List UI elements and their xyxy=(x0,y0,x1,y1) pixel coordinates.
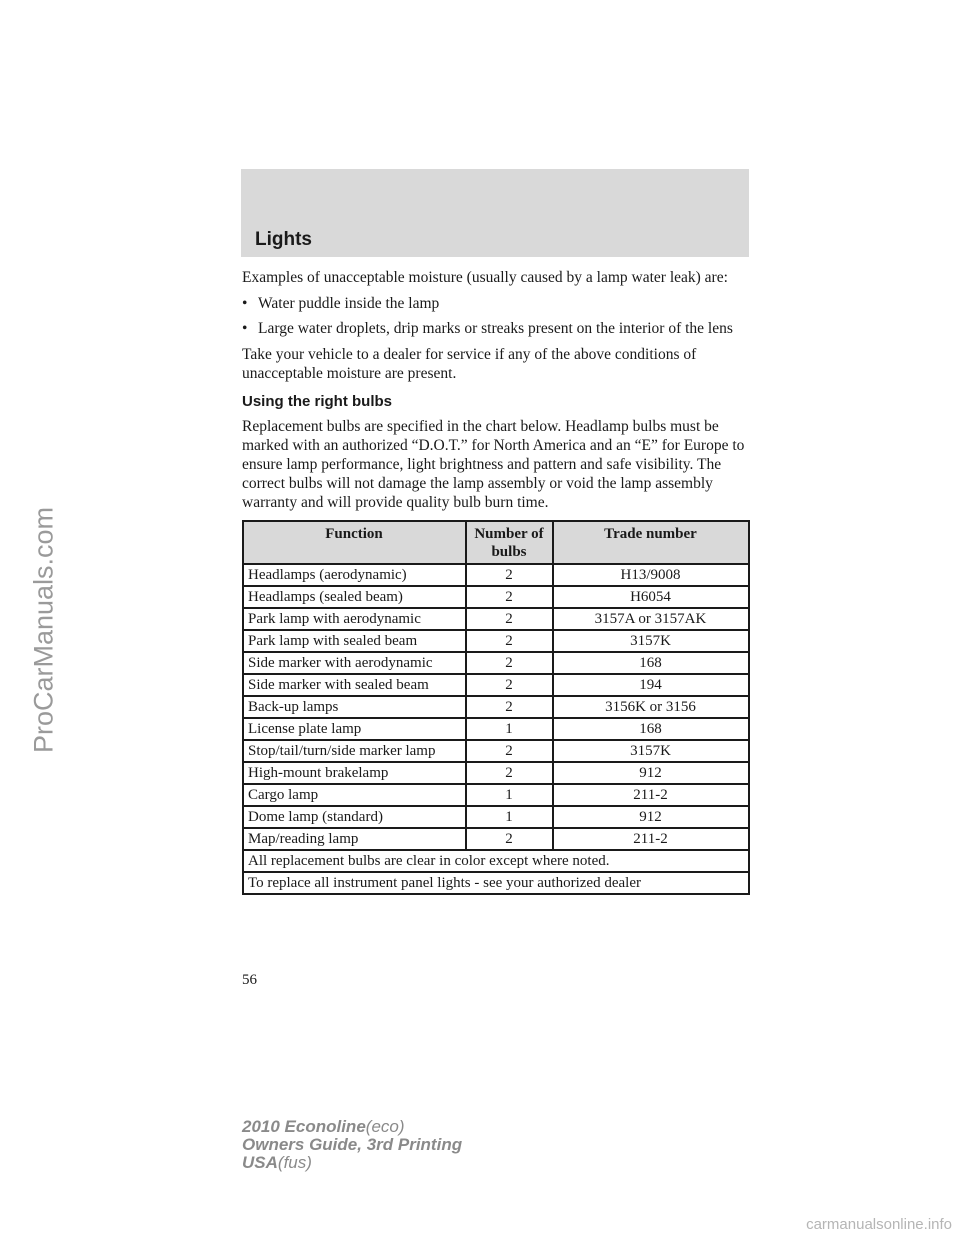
cell-function: Side marker with sealed beam xyxy=(243,674,466,696)
footer-line-2: Owners Guide, 3rd Printing xyxy=(242,1135,463,1154)
table-row xyxy=(243,828,749,850)
bullet-symbol: • xyxy=(242,320,248,337)
side-watermark xyxy=(14,420,74,840)
cell-trade-number: 211-2 xyxy=(553,784,749,806)
cell-trade-number: H13/9008 xyxy=(553,564,749,586)
bullet-text: Water puddle inside the lamp xyxy=(258,295,440,312)
section-header-band xyxy=(241,169,749,257)
cell-function: Park lamp with aerodynamic xyxy=(243,608,466,630)
table-header-row xyxy=(243,521,749,564)
cell-function: Dome lamp (standard) xyxy=(243,806,466,828)
table-row xyxy=(243,784,749,806)
bullet-item xyxy=(242,319,750,338)
cell-trade-number: 3156K or 3156 xyxy=(553,696,749,718)
table-note-row xyxy=(243,872,749,894)
subheading: Using the right bulbs xyxy=(242,393,392,410)
footer-region-code: (fus) xyxy=(277,1153,312,1172)
bullet-symbol: • xyxy=(242,295,248,312)
table-note: All replacement bulbs are clear in color except where noted. xyxy=(243,850,749,872)
cell-function: Side marker with aerodynamic xyxy=(243,652,466,674)
cell-trade-number: 912 xyxy=(553,762,749,784)
cell-count: 2 xyxy=(466,652,553,674)
cell-function: Stop/tail/turn/side marker lamp xyxy=(243,740,466,762)
table-row xyxy=(243,564,749,586)
section-title: Lights xyxy=(255,229,312,250)
footer-region: USA xyxy=(242,1153,278,1172)
table-row xyxy=(243,740,749,762)
cell-count: 2 xyxy=(466,564,553,586)
cell-trade-number: 3157K xyxy=(553,740,749,762)
cell-trade-number: H6054 xyxy=(553,586,749,608)
footer-line-1 xyxy=(242,1118,462,1136)
cell-count: 2 xyxy=(466,740,553,762)
cell-function: License plate lamp xyxy=(243,718,466,740)
cell-function: Headlamps (aerodynamic) xyxy=(243,564,466,586)
table-row xyxy=(243,674,749,696)
table-row xyxy=(243,762,749,784)
cell-function: Cargo lamp xyxy=(243,784,466,806)
header-trade-number: Trade number xyxy=(553,521,749,564)
cell-count: 2 xyxy=(466,586,553,608)
bulb-table xyxy=(242,520,750,895)
header-number-of-bulbs: Number of bulbs xyxy=(466,521,553,564)
cell-count: 1 xyxy=(466,718,553,740)
bullet-text: Large water droplets, drip marks or streaks present on the interior of the lens xyxy=(258,320,733,337)
cell-count: 2 xyxy=(466,696,553,718)
cell-function: Park lamp with sealed beam xyxy=(243,630,466,652)
cell-trade-number: 3157K xyxy=(553,630,749,652)
header-function: Function xyxy=(243,521,466,564)
footer-model: 2010 Econoline xyxy=(242,1117,366,1136)
cell-count: 2 xyxy=(466,762,553,784)
cell-count: 1 xyxy=(466,806,553,828)
cell-count: 1 xyxy=(466,784,553,806)
page-number: 56 xyxy=(242,972,257,988)
bottom-watermark: carmanualsonline.info xyxy=(806,1216,952,1233)
table-row xyxy=(243,696,749,718)
table-note: To replace all instrument panel lights - see your authorized dealer xyxy=(243,872,749,894)
cell-count: 2 xyxy=(466,630,553,652)
cell-function: Headlamps (sealed beam) xyxy=(243,586,466,608)
side-watermark-text: ProCarManuals.com xyxy=(28,506,59,754)
cell-trade-number: 168 xyxy=(553,718,749,740)
footer-model-code: (eco) xyxy=(365,1117,405,1136)
page-content xyxy=(242,268,750,895)
cell-count: 2 xyxy=(466,828,553,850)
table-row xyxy=(243,630,749,652)
table-row xyxy=(243,806,749,828)
cell-function: High-mount brakelamp xyxy=(243,762,466,784)
cell-function: Map/reading lamp xyxy=(243,828,466,850)
cell-trade-number: 194 xyxy=(553,674,749,696)
cell-count: 2 xyxy=(466,608,553,630)
table-note-row xyxy=(243,850,749,872)
footer-line-3 xyxy=(242,1154,462,1172)
table-row xyxy=(243,608,749,630)
cell-trade-number: 3157A or 3157AK xyxy=(553,608,749,630)
cell-function: Back-up lamps xyxy=(243,696,466,718)
dealer-note-paragraph: Take your vehicle to a dealer for service if any of the above conditions of unacceptable moisture are present. xyxy=(242,346,697,382)
bulbs-paragraph: Replacement bulbs are specified in the chart below. Headlamp bulbs must be marked with an authorized “D.O.T.” for North America and an “E” for Europe to ensure lamp performance, light brightness and pattern and safe visibility. The correct bulbs will not damage the lamp assembly or void the lamp assembly warranty and will provide quality bulb burn time. xyxy=(242,418,745,511)
cell-count: 2 xyxy=(466,674,553,696)
footer xyxy=(242,1118,462,1172)
cell-trade-number: 168 xyxy=(553,652,749,674)
table-row xyxy=(243,718,749,740)
moisture-bullet-list xyxy=(242,294,750,338)
intro-paragraph: Examples of unacceptable moisture (usually caused by a lamp water leak) are: xyxy=(242,269,728,286)
bullet-item xyxy=(242,294,750,313)
cell-trade-number: 211-2 xyxy=(553,828,749,850)
table-row xyxy=(243,586,749,608)
table-row xyxy=(243,652,749,674)
cell-trade-number: 912 xyxy=(553,806,749,828)
